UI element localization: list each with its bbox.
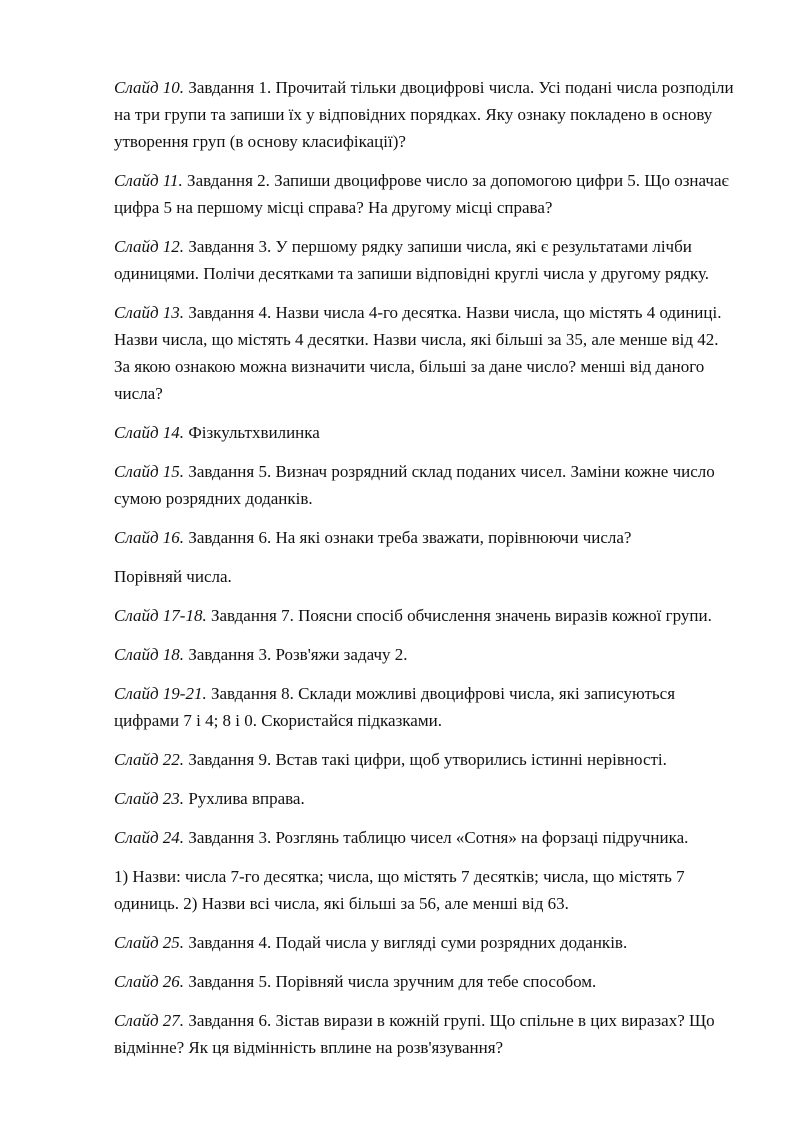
paragraph-text: Завдання 5. Порівняй числа зручним для тебе способом. [184, 972, 597, 991]
paragraph-text: Завдання 8. Склади можливі двоцифрові числа, які записуються цифрами 7 і 4; 8 і 0. Скористайся підказками. [114, 684, 676, 730]
slide-label: Слайд 23. [114, 789, 185, 808]
paragraph-text: Завдання 3. Розв'яжи задачу 2. [184, 645, 408, 664]
paragraph-text: Завдання 9. Встав такі цифри, щоб утворились істинні нерівності. [184, 750, 667, 769]
paragraph-slide-15 [114, 458, 734, 512]
paragraph-slide-14 [114, 419, 734, 446]
slide-label: Слайд 11. [114, 171, 183, 190]
paragraph-slide-23 [114, 785, 734, 812]
paragraph-slide-27 [114, 1007, 734, 1061]
slide-label: Слайд 22. [114, 750, 185, 769]
paragraph-slide-24 [114, 824, 734, 851]
paragraph-slide-26 [114, 968, 734, 995]
paragraph-text: Завдання 4. Назви числа 4-го десятка. Назви числа, що містять 4 одиниці. Назви числа, що містять 4 десятки. Назви числа, які більші за 35, але менше від 42. За якою ознакою можна визначити числа, більші за дане число? менші від даного числа? [114, 303, 722, 403]
paragraph-slide-22 [114, 746, 734, 773]
slide-label: Слайд 15. [114, 462, 185, 481]
slide-label: Слайд 25. [114, 933, 185, 952]
paragraph-text: Завдання 6. На які ознаки треба зважати, порівнюючи числа? [184, 528, 632, 547]
slide-label: Слайд 16. [114, 528, 185, 547]
slide-label: Слайд 12. [114, 237, 185, 256]
paragraph-text: Завдання 2. Запиши двоцифрове число за допомогою цифри 5. Що означає цифра 5 на першому місці справа? На другому місці справа? [114, 171, 729, 217]
slide-label: Слайд 14. [114, 423, 185, 442]
document-page [114, 74, 734, 1073]
paragraph-text: Завдання 3. У першому рядку запиши числа, які є результатами лічби одиницями. Полічи десятками та запиши відповідні круглі числа у другому рядку. [114, 237, 710, 283]
paragraph-text: 1) Назви: числа 7-го десятка; числа, що містять 7 десятків; числа, що містять 7 одиниць. 2) Назви всі числа, які більші за 56, але менші від 63. [114, 867, 685, 913]
slide-label: Слайд 24. [114, 828, 185, 847]
paragraph-slide-19-21 [114, 680, 734, 734]
paragraph-compare [114, 563, 734, 590]
slide-label: Слайд 26. [114, 972, 185, 991]
paragraph-slide-17-18 [114, 602, 734, 629]
paragraph-text: Завдання 5. Визнач розрядний склад поданих чисел. Заміни кожне число сумою розрядних доданків. [114, 462, 715, 508]
slide-label: Слайд 17-18. [114, 606, 207, 625]
slide-label: Слайд 18. [114, 645, 185, 664]
paragraph-text: Завдання 6. Зістав вирази в кожній групі. Що спільне в цих виразах? Що відмінне? Як ця відмінність вплине на розв'язування? [114, 1011, 715, 1057]
paragraph-slide-11 [114, 167, 734, 221]
paragraph-slide-13 [114, 299, 734, 407]
paragraph-text: Рухлива вправа. [184, 789, 305, 808]
slide-label: Слайд 13. [114, 303, 185, 322]
paragraph-slide-12 [114, 233, 734, 287]
slide-label: Слайд 10. [114, 78, 185, 97]
paragraph-text: Завдання 1. Прочитай тільки двоцифрові числа. Усі подані числа розподіли на три групи та запиши їх у відповідних порядках. Яку ознаку покладено в основу утворення груп (в основу класифікації)? [114, 78, 734, 151]
paragraph-text: Завдання 4. Подай числа у вигляді суми розрядних доданків. [184, 933, 628, 952]
paragraph-slide-10 [114, 74, 734, 155]
slide-label: Слайд 19-21. [114, 684, 207, 703]
paragraph-text: Порівняй числа. [114, 567, 232, 586]
paragraph-slide-25 [114, 929, 734, 956]
paragraph-text: Завдання 3. Розглянь таблицю чисел «Сотня» на форзаці підручника. [184, 828, 689, 847]
paragraph-text: Фізкультхвилинка [184, 423, 320, 442]
paragraph-slide-24-items [114, 863, 734, 917]
paragraph-slide-16 [114, 524, 734, 551]
paragraph-text: Завдання 7. Поясни спосіб обчислення значень виразів кожної групи. [206, 606, 712, 625]
slide-label: Слайд 27. [114, 1011, 185, 1030]
paragraph-slide-18 [114, 641, 734, 668]
